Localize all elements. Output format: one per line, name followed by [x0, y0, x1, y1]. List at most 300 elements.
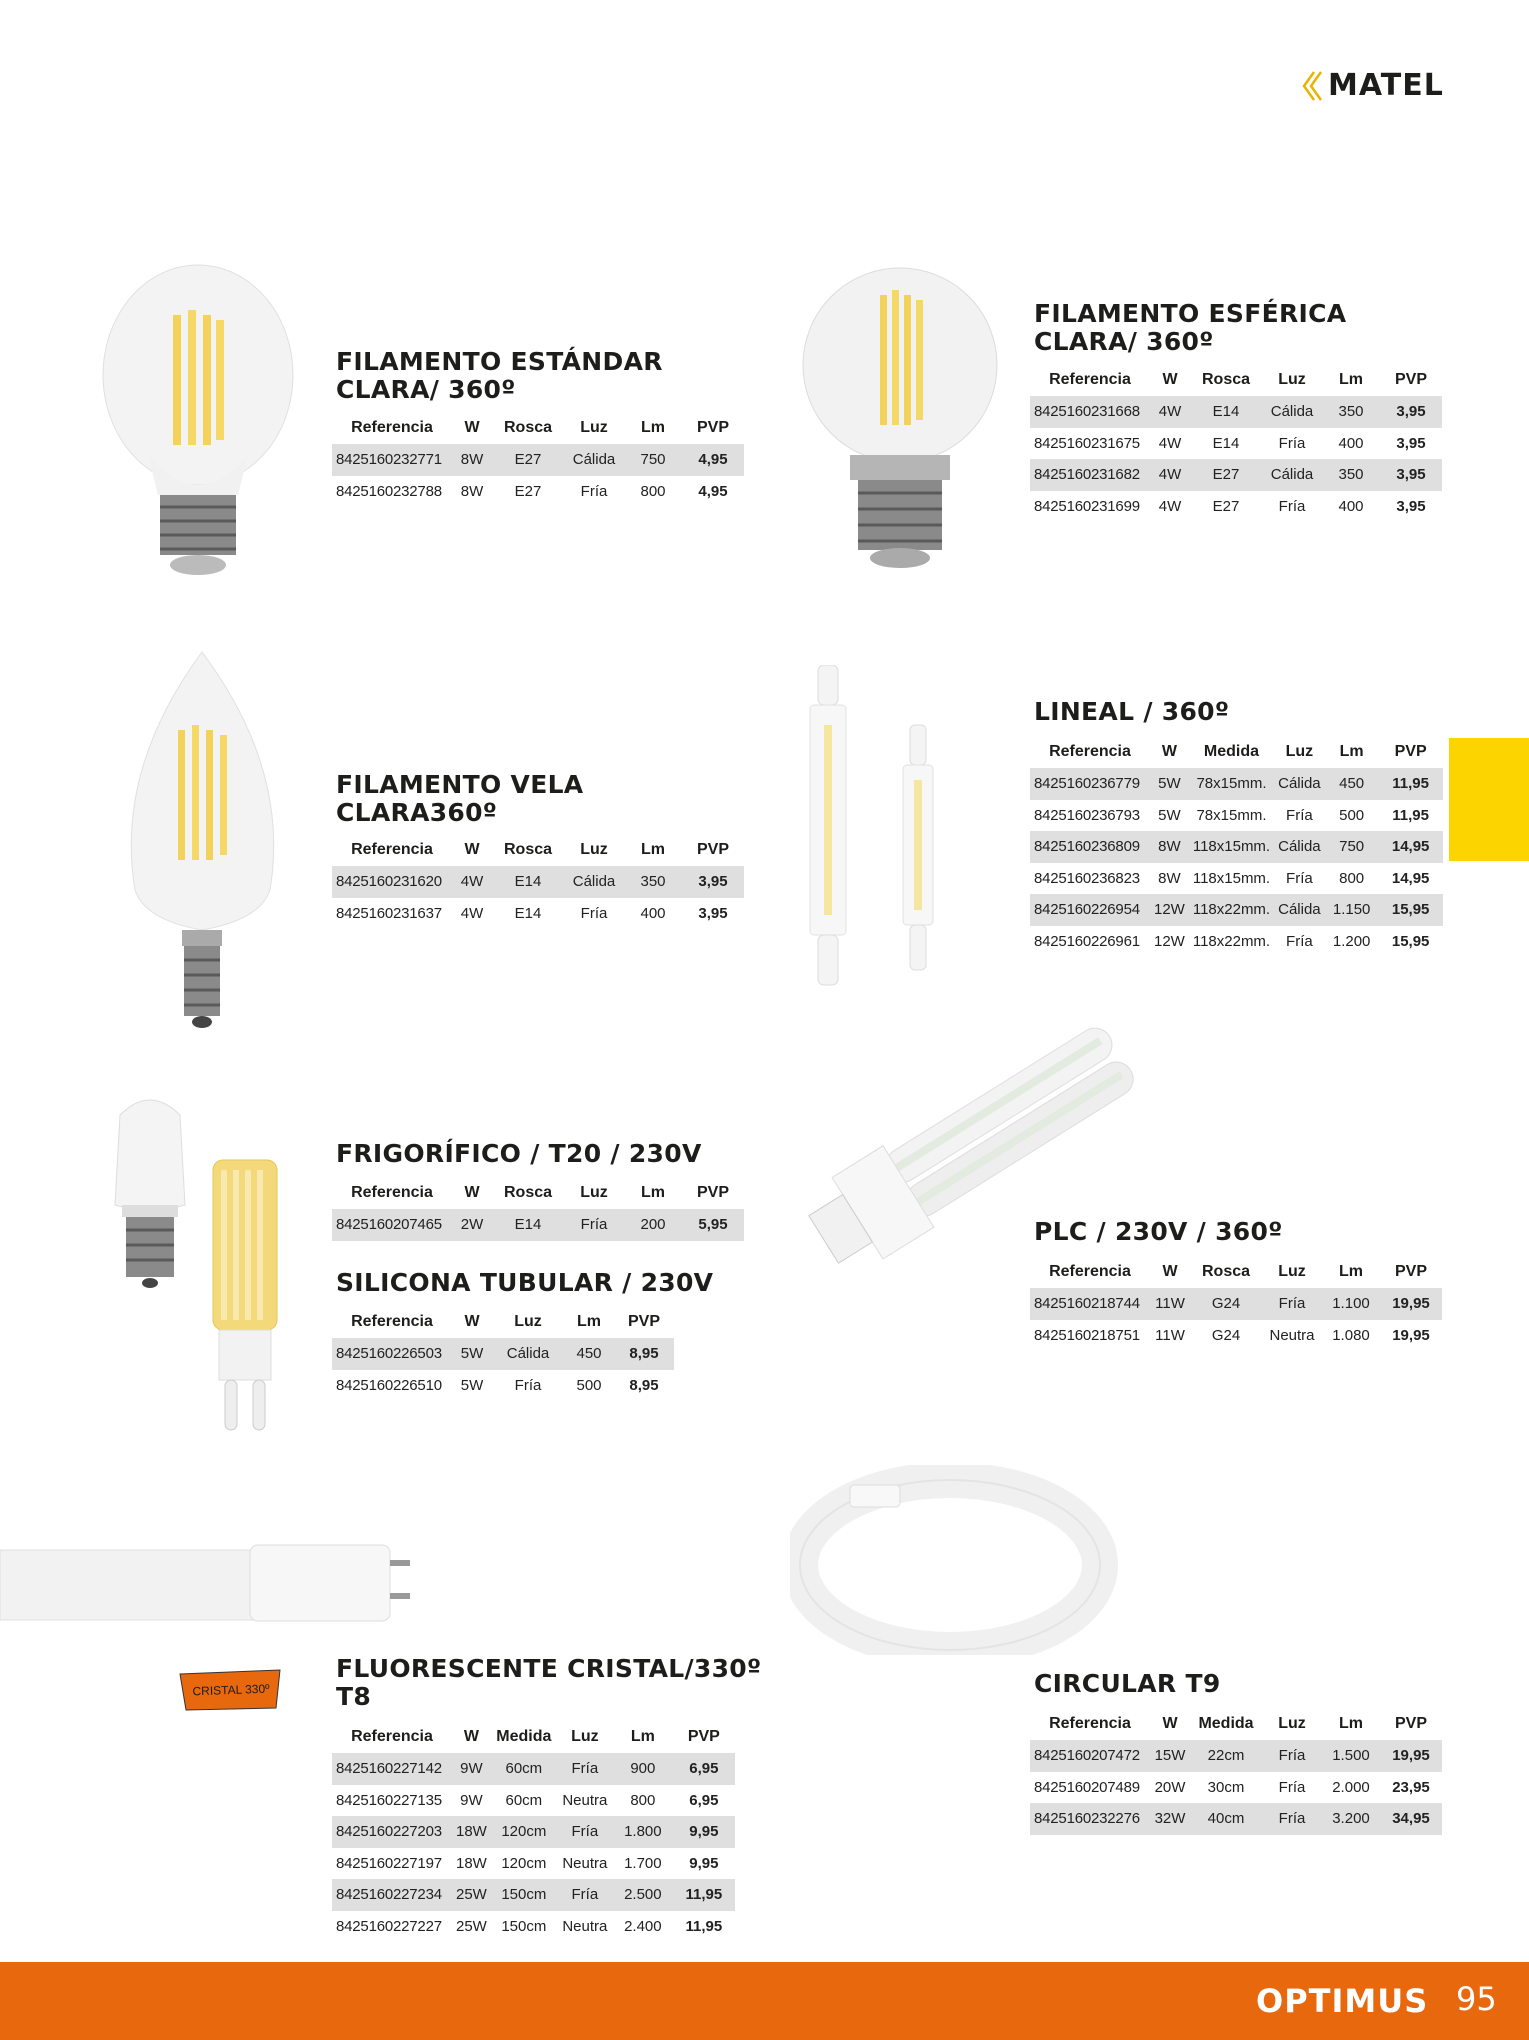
sphere-bulb-image — [800, 255, 1005, 575]
brand-name: MATEL — [1328, 68, 1444, 103]
table-cell: 5W — [1150, 768, 1189, 800]
plc-table — [1030, 1256, 1442, 1351]
table-cell: 450 — [1325, 768, 1379, 800]
price-cell: 11,95 — [685, 1917, 723, 1935]
table-cell: Fría — [514, 1376, 542, 1394]
price-cell: 11,95 — [1379, 768, 1443, 800]
column-header: W — [1161, 743, 1177, 760]
price-cell: 6,95 — [689, 1791, 719, 1809]
table-header-row — [332, 1306, 674, 1338]
column-header: Referencia — [351, 1313, 433, 1330]
table-cell: G24 — [1190, 1288, 1262, 1320]
column-header: W — [464, 841, 480, 858]
table-row — [332, 1338, 674, 1370]
price-cell: 5,95 — [682, 1209, 744, 1241]
table-cell: 8W — [1150, 831, 1189, 863]
table-cell: 2W — [452, 1209, 492, 1241]
table-row — [1030, 831, 1443, 863]
silicona-title: SILICONA TUBULAR / 230V — [336, 1268, 714, 1297]
table-cell: E27 — [1190, 459, 1262, 491]
table-cell: 40cm — [1190, 1803, 1262, 1835]
price-cell: 34,95 — [1380, 1803, 1442, 1835]
table-header-row — [1030, 736, 1443, 768]
column-header: Medida — [1203, 743, 1260, 760]
table-cell: Cálida — [564, 444, 624, 476]
table-cell: E14 — [492, 866, 564, 898]
reference-cell: 8425160218751 — [1034, 1326, 1140, 1344]
table-header-row — [1030, 1708, 1442, 1740]
table-cell: 800 — [630, 1791, 656, 1809]
estandar-title-line2: CLARA/ 360º — [336, 375, 516, 404]
reference-cell: 8425160207489 — [1034, 1778, 1140, 1796]
column-header: Referencia — [351, 841, 433, 858]
table-header-row — [332, 834, 744, 866]
estandar-table — [332, 412, 744, 507]
column-header: Lm — [641, 1184, 665, 1201]
table-cell: 900 — [613, 1753, 673, 1785]
column-header: Luz — [580, 1184, 608, 1201]
section-tab — [1449, 738, 1529, 861]
price-cell: 15,95 — [1391, 932, 1430, 950]
table-row — [1030, 491, 1442, 523]
table-cell: 18W — [452, 1816, 491, 1848]
esferica-title-line1: FILAMENTO ESFÉRICA — [1034, 299, 1347, 328]
table-cell: 25W — [452, 1879, 491, 1911]
table-cell: 60cm — [505, 1791, 543, 1809]
table-header-row — [1030, 364, 1442, 396]
esferica-title-line2: CLARA/ 360º — [1034, 327, 1214, 356]
table-cell: Fría — [1278, 434, 1306, 452]
table-cell: Cálida — [1262, 396, 1322, 428]
column-header: Referencia — [351, 419, 433, 436]
fluorescente-title-line1: FLUORESCENTE CRISTAL/330º — [336, 1654, 762, 1683]
reference-cell: 8425160227234 — [332, 1879, 452, 1911]
table-cell: 78x15mm. — [1189, 768, 1274, 800]
table-cell: Cálida — [492, 1338, 564, 1370]
column-header: PVP — [1394, 1263, 1427, 1280]
estandar-title-line1: FILAMENTO ESTÁNDAR — [336, 347, 663, 376]
table-cell: Fría — [557, 1753, 613, 1785]
table-cell: 118x15mm. — [1189, 831, 1274, 863]
table-cell: Fría — [1262, 1803, 1322, 1835]
silicone-tubular-image — [205, 1155, 285, 1435]
price-cell: 4,95 — [698, 482, 728, 500]
reference-cell: 8425160207472 — [1030, 1740, 1150, 1772]
vela-title — [336, 771, 583, 827]
price-cell: 19,95 — [1380, 1288, 1442, 1320]
reference-cell: 8425160232771 — [332, 444, 452, 476]
table-cell: 11W — [1150, 1288, 1190, 1320]
reference-cell: 8425160226961 — [1034, 932, 1140, 950]
column-header: Lm — [577, 1313, 601, 1330]
table-row — [332, 476, 744, 508]
column-header: Luz — [1285, 743, 1314, 760]
column-header: Referencia — [1049, 743, 1131, 760]
table-cell: Fría — [1262, 1288, 1322, 1320]
column-header: Lm — [1339, 743, 1364, 760]
table-cell: Fría — [1278, 497, 1306, 515]
reference-cell: 8425160232276 — [1030, 1803, 1150, 1835]
table-cell: E27 — [492, 444, 564, 476]
table-cell: 4W — [1158, 434, 1182, 452]
footer-bar — [0, 1962, 1529, 2040]
brand-logo — [1300, 68, 1444, 103]
table-cell: 30cm — [1207, 1778, 1245, 1796]
table-row — [1030, 1740, 1442, 1772]
column-header: PVP — [1394, 743, 1427, 760]
table-cell: 78x15mm. — [1196, 806, 1267, 824]
fluorescente-table — [332, 1721, 735, 1942]
table-cell: 120cm — [501, 1854, 547, 1872]
reference-cell: 8425160231682 — [1030, 459, 1150, 491]
column-header: W — [464, 419, 480, 436]
table-cell: Fría — [557, 1816, 613, 1848]
column-header: Rosca — [1201, 1263, 1251, 1280]
column-header: PVP — [696, 841, 729, 858]
lineal-table — [1030, 736, 1443, 957]
table-cell: E14 — [514, 904, 542, 922]
price-cell: 3,95 — [698, 904, 728, 922]
column-header: Referencia — [1049, 1263, 1131, 1280]
table-cell: 12W — [1154, 932, 1185, 950]
table-cell: Fría — [580, 482, 608, 500]
table-cell: 400 — [1338, 434, 1364, 452]
column-header: Rosca — [503, 419, 553, 436]
table-row — [332, 1848, 735, 1880]
price-cell: 23,95 — [1392, 1778, 1430, 1796]
table-cell: 15W — [1150, 1740, 1190, 1772]
table-cell: 60cm — [491, 1753, 557, 1785]
table-row — [1030, 894, 1443, 926]
reference-cell: 8425160231668 — [1030, 396, 1150, 428]
table-cell: 25W — [456, 1917, 487, 1935]
table-row — [1030, 396, 1442, 428]
column-header: W — [463, 1728, 479, 1745]
badge-label: CRISTAL 330º — [192, 1681, 270, 1699]
table-row — [1030, 768, 1443, 800]
table-cell: Fría — [557, 1879, 613, 1911]
reference-cell: 8425160226954 — [1030, 894, 1150, 926]
price-cell: 3,95 — [1380, 459, 1442, 491]
table-cell: 22cm — [1190, 1740, 1262, 1772]
table-cell: 12W — [1150, 894, 1189, 926]
table-row — [1030, 459, 1442, 491]
table-cell: 350 — [1322, 459, 1380, 491]
column-header: Referencia — [1049, 1715, 1131, 1732]
table-cell: Neutra — [1269, 1326, 1315, 1344]
table-cell: 800 — [640, 482, 666, 500]
estandar-title — [336, 348, 663, 404]
table-cell: 1.500 — [1322, 1740, 1380, 1772]
column-header: Lm — [630, 1728, 655, 1745]
table-cell: 118x15mm. — [1192, 869, 1271, 887]
column-header: W — [1162, 371, 1178, 388]
column-header: Luz — [1278, 371, 1306, 388]
table-cell: Fría — [564, 1209, 624, 1241]
table-cell: E14 — [492, 1209, 564, 1241]
column-header: Rosca — [503, 1184, 553, 1201]
frigorifico-title: FRIGORÍFICO / T20 / 230V — [336, 1139, 702, 1168]
table-row — [332, 866, 744, 898]
table-cell: 9W — [452, 1753, 491, 1785]
price-cell: 3,95 — [1396, 434, 1426, 452]
price-cell: 15,95 — [1379, 894, 1443, 926]
table-row — [1030, 1772, 1442, 1804]
table-row — [332, 444, 744, 476]
table-cell: Fría — [1286, 932, 1313, 950]
table-cell: 450 — [564, 1338, 614, 1370]
table-row — [332, 1209, 744, 1241]
price-cell: 8,95 — [629, 1376, 659, 1394]
table-cell: 11W — [1155, 1326, 1185, 1344]
table-cell: 800 — [1339, 869, 1365, 887]
reference-cell: 8425160236779 — [1030, 768, 1150, 800]
price-cell: 14,95 — [1391, 869, 1430, 887]
table-cell: 3.200 — [1322, 1803, 1380, 1835]
reference-cell: 8425160226503 — [332, 1338, 452, 1370]
table-cell: 500 — [1339, 806, 1365, 824]
reference-cell: 8425160227227 — [336, 1917, 442, 1935]
price-cell: 8,95 — [614, 1338, 674, 1370]
table-cell: Cálida — [1274, 768, 1325, 800]
reference-cell: 8425160227142 — [332, 1753, 452, 1785]
column-header: PVP — [687, 1728, 720, 1745]
table-cell: 350 — [1322, 396, 1380, 428]
price-cell: 9,95 — [673, 1816, 735, 1848]
column-header: Lm — [641, 419, 665, 436]
table-row — [1030, 926, 1443, 958]
page-number: 95 — [1456, 1980, 1497, 2018]
reference-cell: 8425160227203 — [332, 1816, 452, 1848]
column-header: Lm — [1339, 371, 1363, 388]
price-cell: 6,95 — [673, 1753, 735, 1785]
table-cell: 18W — [456, 1854, 487, 1872]
linear-bulb-image — [800, 665, 970, 1000]
circular-t9-image — [790, 1465, 1140, 1655]
circular-title: CIRCULAR T9 — [1034, 1669, 1221, 1698]
table-cell: 4W — [1150, 459, 1190, 491]
table-cell: 4W — [460, 904, 484, 922]
table-cell: Cálida — [1262, 459, 1322, 491]
table-cell: 5W — [452, 1338, 492, 1370]
table-row — [1030, 863, 1443, 895]
price-cell: 11,95 — [673, 1879, 735, 1911]
cristal-badge — [176, 1668, 286, 1712]
column-header: Luz — [514, 1313, 542, 1330]
column-header: PVP — [696, 419, 729, 436]
reference-cell: 8425160207465 — [332, 1209, 452, 1241]
table-cell: 32W — [1150, 1803, 1190, 1835]
reference-cell: 8425160227197 — [336, 1854, 442, 1872]
column-header: Rosca — [1201, 371, 1251, 388]
standard-bulb-image — [88, 255, 308, 595]
esferica-title — [1034, 300, 1346, 356]
table-row — [1030, 1320, 1442, 1352]
column-header: Referencia — [351, 1184, 433, 1201]
column-header: Lm — [1339, 1263, 1363, 1280]
reference-cell: 8425160231699 — [1034, 497, 1140, 515]
fluorescente-title-line2: T8 — [336, 1682, 372, 1711]
table-row — [332, 1785, 735, 1817]
table-row — [332, 1911, 735, 1943]
column-header: Medida — [1198, 1715, 1254, 1732]
column-header: Rosca — [503, 841, 553, 858]
price-cell: 3,95 — [682, 866, 744, 898]
table-cell: E14 — [1212, 434, 1240, 452]
table-cell: Fría — [1262, 1740, 1322, 1772]
table-cell: 750 — [1325, 831, 1379, 863]
table-header-row — [1030, 1256, 1442, 1288]
column-header: W — [464, 1313, 480, 1330]
vela-title-line1: FILAMENTO VELA — [336, 770, 584, 799]
price-cell: 19,95 — [1380, 1740, 1442, 1772]
table-row — [332, 1816, 735, 1848]
column-header: Referencia — [351, 1728, 433, 1745]
price-cell: 11,95 — [1392, 806, 1429, 824]
column-header: Referencia — [1049, 371, 1131, 388]
table-cell: 118x22mm. — [1192, 932, 1271, 950]
column-header: Luz — [1278, 1263, 1306, 1280]
table-cell: Neutra — [562, 1791, 608, 1809]
plc-bulb-image — [780, 1005, 1180, 1295]
t8-tube-image — [0, 1515, 440, 1645]
table-cell: Cálida — [564, 866, 624, 898]
reference-cell: 8425160232788 — [336, 482, 442, 500]
table-cell: 400 — [1338, 497, 1364, 515]
table-row — [332, 1879, 735, 1911]
lineal-title: LINEAL / 360º — [1034, 697, 1230, 726]
vela-title-line2: CLARA360º — [336, 798, 498, 827]
reference-cell: 8425160218744 — [1030, 1288, 1150, 1320]
table-row — [1030, 1288, 1442, 1320]
table-cell: E27 — [1212, 497, 1240, 515]
table-cell: Fría — [1286, 806, 1313, 824]
table-row — [332, 898, 744, 930]
column-header: PVP — [1394, 1715, 1427, 1732]
silicona-table — [332, 1306, 674, 1401]
column-header: Luz — [580, 841, 608, 858]
table-cell: Fría — [1286, 869, 1313, 887]
table-cell: 200 — [624, 1209, 682, 1241]
column-header: W — [464, 1184, 480, 1201]
table-cell: Cálida — [1274, 831, 1325, 863]
column-header: Lm — [641, 841, 665, 858]
table-cell: 1.800 — [613, 1816, 673, 1848]
table-cell: 1.100 — [1322, 1288, 1380, 1320]
table-cell: 2.400 — [624, 1917, 662, 1935]
column-header: PVP — [627, 1313, 660, 1330]
frigorifico-table — [332, 1177, 744, 1241]
table-cell: Fría — [1278, 1778, 1306, 1796]
column-header: Luz — [1278, 1715, 1306, 1732]
table-cell: E14 — [1190, 396, 1262, 428]
fridge-bulb-image — [100, 1095, 200, 1295]
table-row — [332, 1370, 674, 1402]
table-cell: G24 — [1211, 1326, 1241, 1344]
table-cell: 5W — [1158, 806, 1181, 824]
reference-cell: 8425160236823 — [1034, 869, 1140, 887]
table-cell: 1.200 — [1332, 932, 1371, 950]
column-header: W — [1162, 1715, 1178, 1732]
candle-bulb-image — [120, 650, 285, 1035]
table-cell: Cálida — [1274, 894, 1325, 926]
table-cell: 150cm — [491, 1879, 557, 1911]
table-cell: 8W — [1158, 869, 1181, 887]
reference-cell: 8425160231675 — [1034, 434, 1140, 452]
reference-cell: 8425160226510 — [336, 1376, 442, 1394]
esferica-table — [1030, 364, 1442, 522]
table-cell: Neutra — [562, 1854, 608, 1872]
table-cell: 2.500 — [613, 1879, 673, 1911]
table-cell: E27 — [514, 482, 542, 500]
table-cell: 150cm — [501, 1917, 547, 1935]
table-cell: 2.000 — [1332, 1778, 1370, 1796]
table-cell: Neutra — [562, 1917, 608, 1935]
reference-cell: 8425160227135 — [336, 1791, 442, 1809]
reference-cell: 8425160236793 — [1034, 806, 1140, 824]
table-cell: 120cm — [491, 1816, 557, 1848]
vela-table — [332, 834, 744, 929]
table-cell: 5W — [460, 1376, 484, 1394]
table-header-row — [332, 412, 744, 444]
column-header: Medida — [496, 1728, 552, 1745]
column-header: W — [1162, 1263, 1178, 1280]
table-cell: 1.150 — [1325, 894, 1379, 926]
column-header: Luz — [571, 1728, 599, 1745]
price-cell: 3,95 — [1380, 396, 1442, 428]
table-cell: 750 — [624, 444, 682, 476]
table-cell: 9W — [460, 1791, 483, 1809]
column-header: Luz — [580, 419, 608, 436]
column-header: Lm — [1339, 1715, 1363, 1732]
table-cell: 8W — [460, 482, 484, 500]
table-row — [1030, 800, 1443, 832]
table-cell: 1.700 — [624, 1854, 662, 1872]
table-cell: 4W — [1150, 396, 1190, 428]
table-cell: 8W — [452, 444, 492, 476]
column-header: PVP — [696, 1184, 729, 1201]
table-cell: 400 — [640, 904, 666, 922]
reference-cell: 8425160231620 — [332, 866, 452, 898]
table-cell: 4W — [1158, 497, 1182, 515]
price-cell: 14,95 — [1379, 831, 1443, 863]
table-row — [1030, 428, 1442, 460]
table-row — [1030, 1803, 1442, 1835]
footer-brand: OPTIMUS — [1256, 1982, 1429, 2020]
price-cell: 4,95 — [682, 444, 744, 476]
table-header-row — [332, 1721, 735, 1753]
table-cell: 20W — [1154, 1778, 1186, 1796]
table-cell: 118x22mm. — [1189, 894, 1274, 926]
table-cell: Fría — [580, 904, 608, 922]
reference-cell: 8425160236809 — [1030, 831, 1150, 863]
price-cell: 19,95 — [1392, 1326, 1430, 1344]
column-header: PVP — [1394, 371, 1427, 388]
fluorescente-title — [336, 1655, 761, 1711]
table-header-row — [332, 1177, 744, 1209]
price-cell: 9,95 — [689, 1854, 719, 1872]
chevron-logo-icon — [1300, 70, 1324, 102]
table-cell: 1.080 — [1332, 1326, 1370, 1344]
price-cell: 3,95 — [1396, 497, 1426, 515]
plc-title: PLC / 230V / 360º — [1034, 1217, 1283, 1246]
reference-cell: 8425160231637 — [336, 904, 442, 922]
table-row — [332, 1753, 735, 1785]
table-cell: 4W — [452, 866, 492, 898]
table-cell: 500 — [576, 1376, 602, 1394]
table-cell: 350 — [624, 866, 682, 898]
circular-table — [1030, 1708, 1442, 1835]
